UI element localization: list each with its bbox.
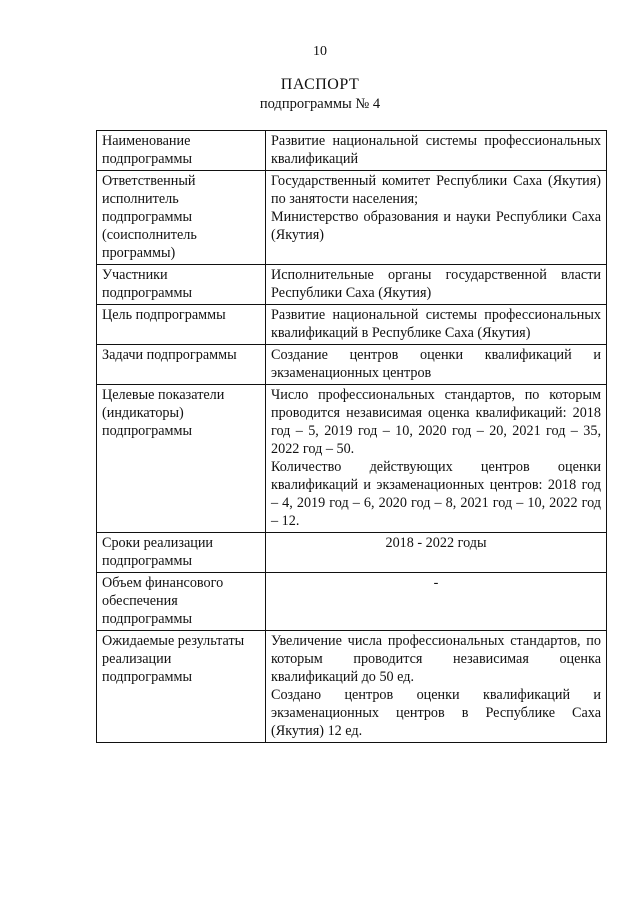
row-value-paragraph: Количество действующих центров оценки квалификаций и экзаменационных центров: 2018 год – 4, 2019 год – 6, 2020 год – 8, 2021 год – 10, 2022 год – 12. — [271, 459, 601, 529]
row-value-paragraph: Создание центров оценки квалификаций и экзаменационных центров — [271, 347, 601, 381]
row-value-paragraph: - — [433, 575, 439, 591]
table-row — [97, 631, 607, 743]
row-label: Участники подпрограммы — [97, 265, 266, 305]
row-value — [266, 385, 607, 533]
row-value — [266, 305, 607, 345]
row-label: Сроки реализации подпрограммы — [97, 533, 266, 573]
row-value-paragraph: Развитие национальной системы профессиональных квалификаций в Республике Саха (Якутия) — [271, 307, 601, 341]
row-value-paragraph: 2018 - 2022 годы — [385, 535, 487, 551]
row-label: Наименование подпрограммы — [97, 131, 266, 171]
table-row — [97, 265, 607, 305]
table-row — [97, 533, 607, 573]
row-value — [266, 345, 607, 385]
table-row — [97, 345, 607, 385]
row-label: Цель подпрограммы — [97, 305, 266, 345]
table-row — [97, 573, 607, 631]
passport-table — [96, 130, 607, 743]
row-value — [266, 171, 607, 265]
row-label: Объем финансового обеспечения подпрограммы — [97, 573, 266, 631]
table-row — [97, 305, 607, 345]
row-value-paragraph: Создано центров оценки квалификаций и экзаменационных центров в Республике Саха (Якутия) 12 ед. — [271, 687, 601, 739]
passport-table-body — [97, 131, 607, 743]
row-value-paragraph: Число профессиональных стандартов, по которым проводится независимая оценка квалификаций: 2018 год – 5, 2019 год – 10, 2020 год – 20, 2021 год – 35, 2022 год – 50. — [271, 387, 601, 457]
row-value-paragraph: Развитие национальной системы профессиональных квалификаций — [271, 133, 601, 167]
page-number: 10 — [313, 44, 327, 59]
document-title: ПАСПОРТ — [280, 76, 360, 93]
row-value-paragraph: Государственный комитет Республики Саха (Якутия) по занятости населения; — [271, 173, 601, 207]
row-value-paragraph: Министерство образования и науки Республики Саха (Якутия) — [271, 209, 601, 243]
row-label: Целевые показатели (индикаторы) подпрограммы — [97, 385, 266, 533]
row-value-paragraph: Увеличение числа профессиональных стандартов, по которым проводится независимая оценка квалификаций до 50 ед. — [271, 633, 601, 685]
row-value — [266, 265, 607, 305]
row-value — [266, 631, 607, 743]
row-label: Ответственный исполнитель подпрограммы (соисполнитель программы) — [97, 171, 266, 265]
row-label: Ожидаемые результаты реализации подпрограммы — [97, 631, 266, 743]
table-row — [97, 131, 607, 171]
row-value — [266, 533, 607, 573]
row-value — [266, 131, 607, 171]
table-row — [97, 171, 607, 265]
row-value-paragraph: Исполнительные органы государственной власти Республики Саха (Якутия) — [271, 267, 601, 301]
table-row — [97, 385, 607, 533]
row-label: Задачи подпрограммы — [97, 345, 266, 385]
document-subtitle: подпрограммы № 4 — [259, 96, 381, 112]
row-value — [266, 573, 607, 631]
